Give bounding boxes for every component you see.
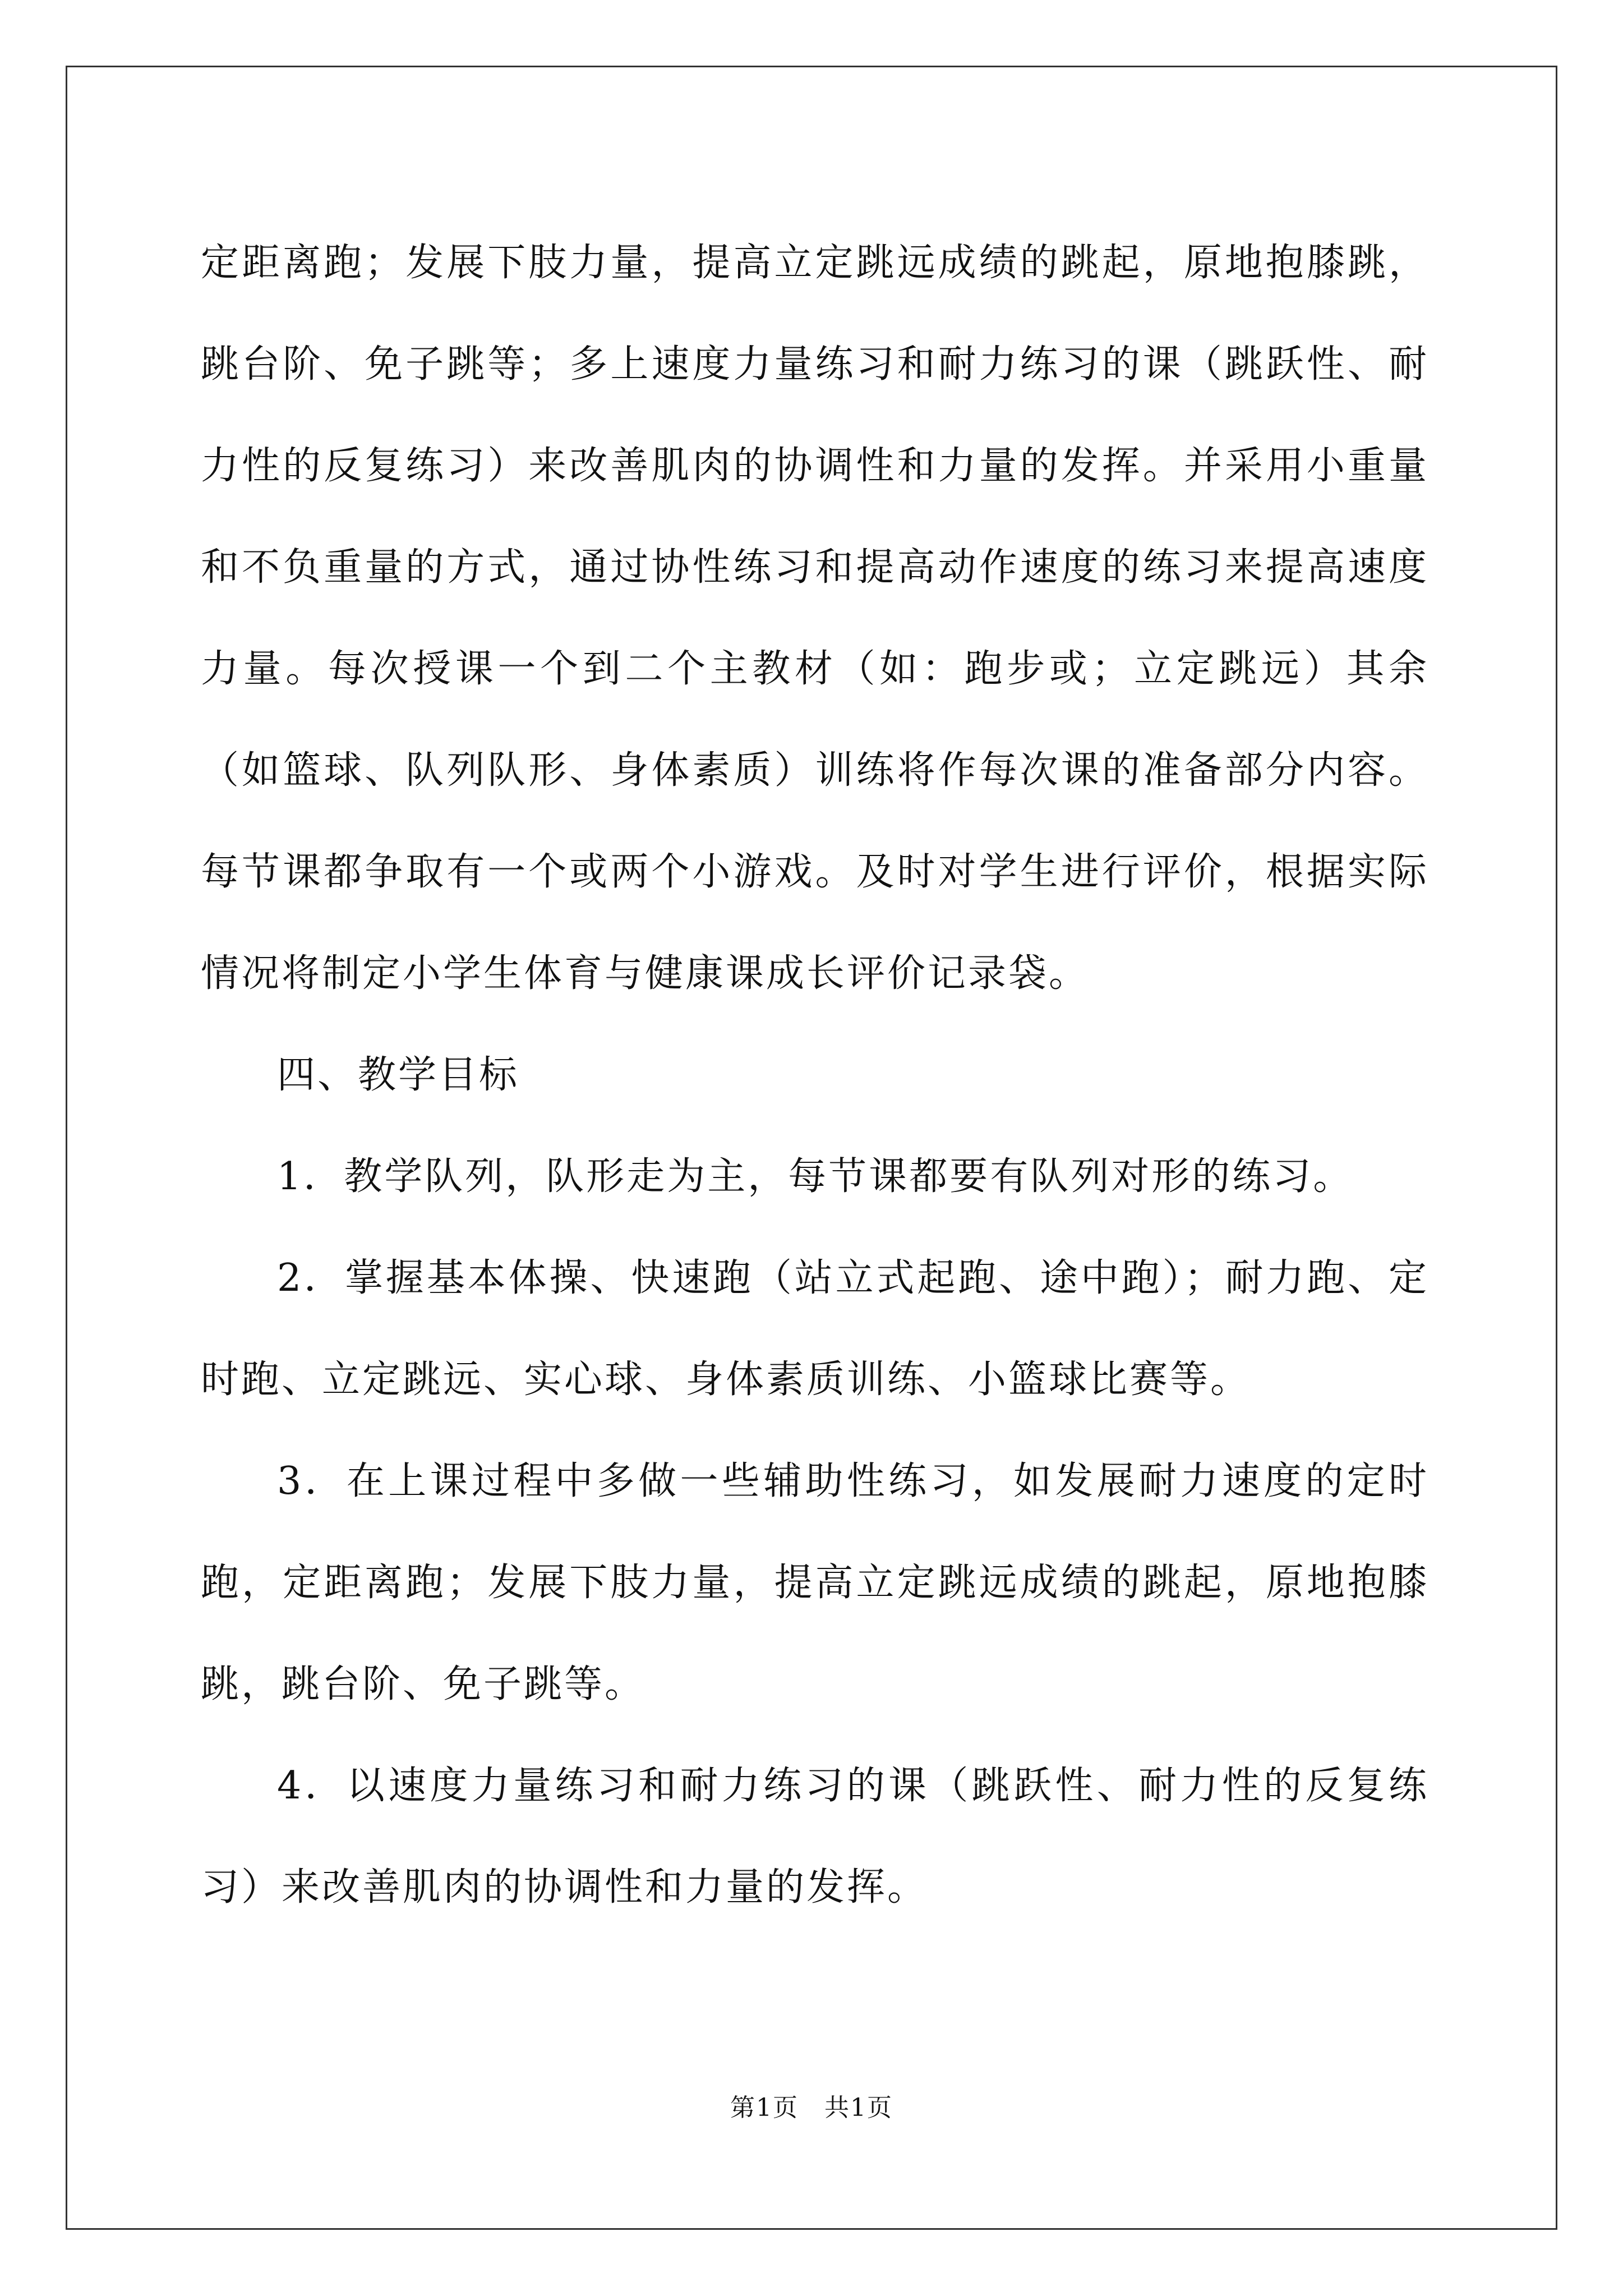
page-number-footer: 第1页 共1页 — [730, 2093, 893, 2122]
paragraph-continuation: 定距离跑；发展下肢力量，提高立定跳远成绩的跳起，原地抱膝跳，跳台阶、免子跳等；多上速度力量练习和耐力练习的课（跳跃性、耐力性的反复练习）来改善肌肉的协调性和力量的发挥。并采用小重量和不负重量的方式，通过协性练习和提高动作速度的练习来提高速度力量。每次授课一个到二个主教材（如：跑步或；立定跳远）其余（如篮球、队列队形、身体素质）训练将作每次课的准备部分内容。每节课都争取有一个或两个小游戏。及时对学生进行评价，根据实际情况将制定小学生体育与健康课成长评价记录袋。 — [201, 241, 1429, 996]
section-heading: 四、教学目标 — [277, 1053, 520, 1097]
list-item: 4．以速度力量练习和耐力练习的课（跳跃性、耐力性的反复练习）来改善肌肉的协调性和力量的发挥。 — [201, 1764, 1429, 1910]
list-item: 1．教学队列，队形走为主，每节课都要有队列对形的练习。 — [277, 1154, 1354, 1199]
list-item: 2．掌握基本体操、快速跑（站立式起跑、途中跑）；耐力跑、定时跑、立定跳远、实心球、身体素质训练、小篮球比赛等。 — [201, 1256, 1429, 1402]
list-item: 3．在上课过程中多做一些辅助性练习，如发展耐力速度的定时跑，定距离跑；发展下肢力量，提高立定跳远成绩的跳起，原地抱膝跳，跳台阶、免子跳等。 — [201, 1459, 1429, 1706]
document-body — [201, 212, 1429, 1938]
